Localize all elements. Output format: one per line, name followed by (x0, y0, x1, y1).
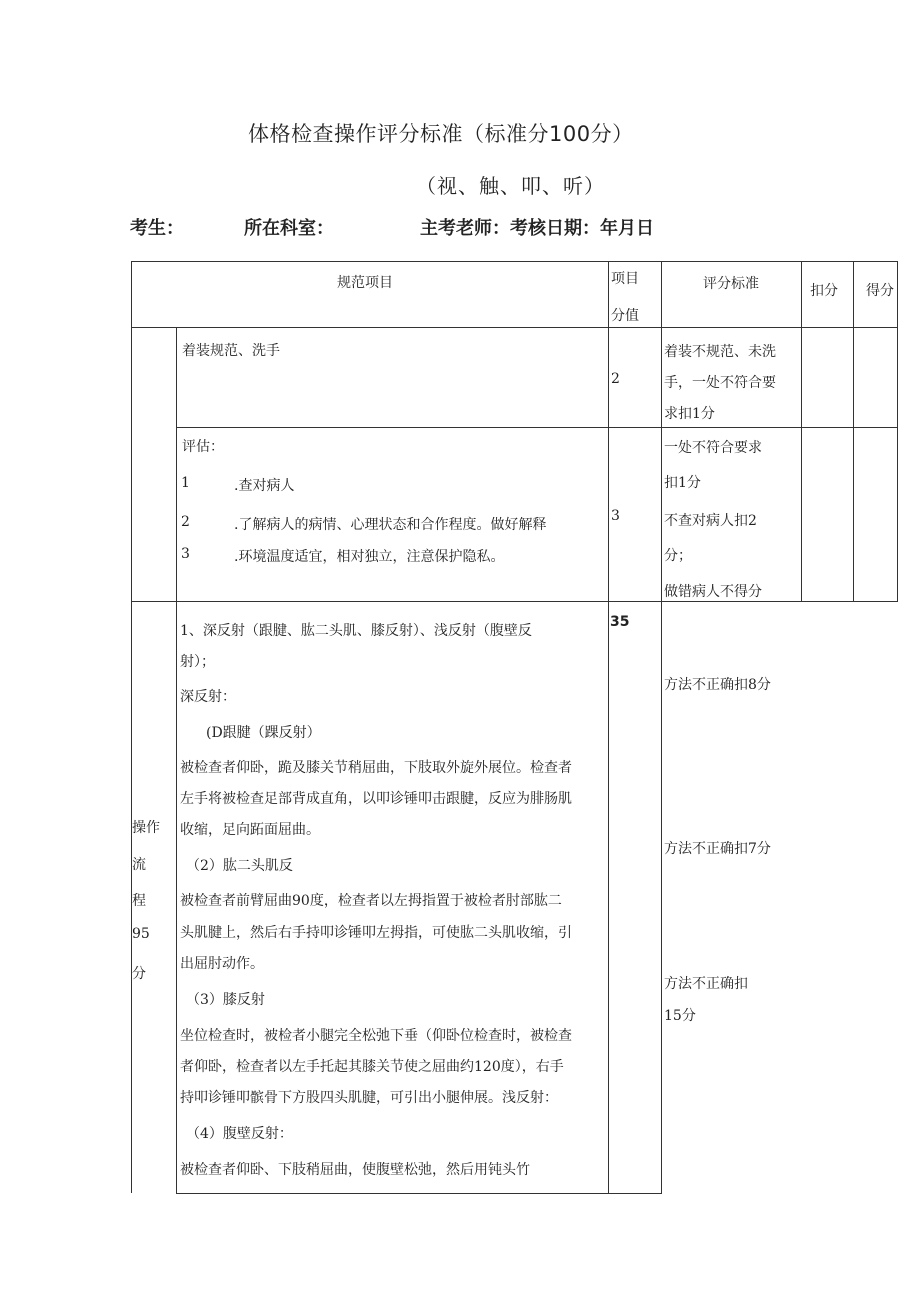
section-line: 被检查者仰卧，跪及膝关节稍屈曲，下肢取外旋外展位。检查者 (180, 760, 572, 776)
row2-criteria-line: 做错病人不得分 (664, 584, 762, 600)
row2-item-num: 3 (181, 546, 190, 562)
row1-criteria-line: 求扣1分 (664, 406, 715, 422)
section-criteria: 方法不正确扣7分 (664, 841, 771, 857)
section-criteria: 方法不正确扣 (664, 976, 748, 992)
header-item: 规范项目 (337, 275, 393, 291)
header-score-line2: 分值 (611, 308, 639, 324)
row2-criteria-line: 一处不符合要求 (664, 440, 762, 456)
header-deduct: 扣分 (810, 283, 838, 299)
section-criteria: 方法不正确扣8分 (664, 677, 771, 693)
section-line: 射）； (180, 654, 215, 670)
row1-content: 着装规范、洗手 (182, 343, 280, 359)
department-label: 所在科室： (244, 218, 334, 239)
section-line: 坐位检查时，被检者小腿完全松弛下垂（仰卧位检查时，被检查 (180, 1028, 572, 1044)
page-subtitle: （视、触、叩、听） (416, 174, 605, 198)
section-line: 收缩，足向跖面屈曲。 (180, 822, 320, 838)
examinee-label: 考生： (130, 218, 184, 239)
row2-criteria-line: 分； (664, 548, 692, 564)
section-label-line: 操作 (132, 820, 160, 836)
section-criteria: 15分 (664, 1008, 696, 1024)
section-line: 被检查者前臂屈曲90度，检查者以左拇指置于被检者肘部肱二 (180, 893, 562, 909)
header-gain: 得分 (866, 283, 894, 299)
section-line: 被检查者仰卧、下肢稍屈曲，使腹壁松弛，然后用钝头竹 (180, 1162, 530, 1178)
header-score-line1: 项目 (611, 271, 639, 287)
section-line: 深反射： (180, 689, 236, 705)
section-line: 1、深反射（跟腱、肱二头肌、膝反射）、浅反射（腹壁反 (180, 623, 532, 639)
row2-item-text: .环境温度适宜，相对独立，注意保护隐私。 (234, 549, 505, 565)
header-criteria: 评分标准 (703, 276, 759, 292)
section-line: 出屈肘动作。 (180, 956, 264, 972)
section-label-line: 流 (132, 857, 146, 873)
section-label-line: 程 (132, 893, 146, 909)
row2-heading: 评估： (182, 439, 224, 455)
section-label-line: 分 (132, 966, 146, 982)
examiner-date-label: 主考老师：考核日期：年月日 (420, 218, 654, 239)
section-line: 者仰卧，检查者以左手托起其膝关节使之屈曲约120度），右手 (180, 1059, 564, 1075)
row2-criteria-line: 不查对病人扣2 (664, 513, 757, 529)
row2-item-text: .查对病人 (234, 478, 295, 494)
row2-item-num: 1 (181, 475, 190, 491)
section-line: 头肌腱上，然后右手持叩诊锤叩左拇指，可使肱二头肌收缩，引 (180, 925, 572, 941)
row2-score: 3 (611, 508, 620, 524)
section-label-line: 95 (132, 926, 150, 942)
section-line: 左手将被检查足部背成直角，以叩诊锤叩击跟腱，反应为腓肠肌 (180, 791, 572, 807)
row1-criteria-line: 着装不规范、未洗 (664, 344, 776, 360)
page-title: 体格检查操作评分标准（标准分100分） (248, 122, 634, 146)
section-line: （2）肱二头肌反 (186, 858, 293, 874)
row2-item-num: 2 (181, 514, 190, 530)
row1-score: 2 (611, 371, 620, 387)
section-line: 持叩诊锤叩髌骨下方股四头肌腱，可引出小腿伸展。浅反射： (180, 1090, 558, 1106)
section-score: 35 (610, 614, 630, 630)
row2-item-text: .了解病人的病情、心理状态和合作程度。做好解释 (234, 517, 547, 533)
row2-criteria-line: 扣1分 (664, 475, 701, 491)
section-line: （3）膝反射 (186, 992, 265, 1008)
section-line: （4）腹壁反射： (186, 1126, 293, 1142)
row1-criteria-line: 手，一处不符合要 (664, 375, 776, 391)
section-line: (D跟腱（踝反射） (206, 725, 321, 741)
